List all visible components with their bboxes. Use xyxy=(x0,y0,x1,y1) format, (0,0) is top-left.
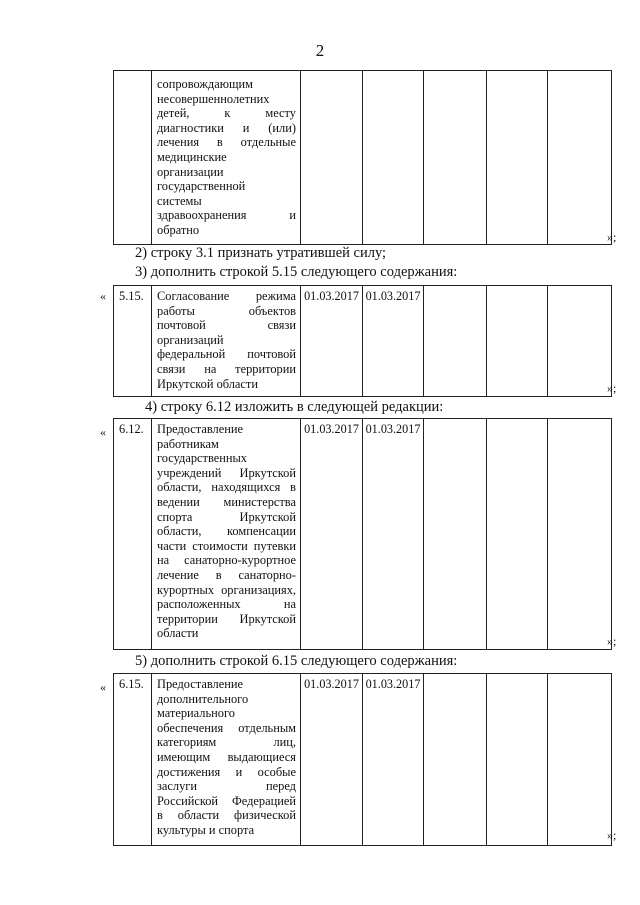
paragraph-2: 2) строку 3.1 признать утратившей силу; xyxy=(135,245,387,261)
description-line: связи на территории xyxy=(157,361,296,376)
closing-quote: »; xyxy=(607,230,617,244)
description-line: работы объектов xyxy=(157,303,296,318)
description-line: федеральной почтовой xyxy=(157,347,296,362)
empty-cell xyxy=(424,674,487,846)
date-cell: 01.03.2017 xyxy=(363,286,424,397)
description-line: Российской Федерацией xyxy=(157,793,296,808)
description-line: культуры и спорта xyxy=(157,822,255,837)
description-line: ведении министерства xyxy=(157,494,296,509)
description-line: имеющим выдающиеся xyxy=(157,749,296,764)
description-line: расположенных на xyxy=(157,597,296,612)
description-line: спорта Иркутской xyxy=(157,509,296,524)
description-line: в области физической xyxy=(157,808,296,823)
paragraph-4: 4) строку 6.12 изложить в следующей редакции: xyxy=(145,399,444,415)
description-line: на санаторно-курортное xyxy=(157,553,296,568)
description-line: области, компенсации xyxy=(157,524,296,539)
description-line: Предоставление xyxy=(157,422,243,436)
description-line: категориям лиц, xyxy=(157,735,296,750)
opening-quote: « xyxy=(100,425,106,439)
empty-cell xyxy=(487,286,548,397)
description-line: территории Иркутской xyxy=(157,611,296,626)
description-line: Иркутской области xyxy=(157,376,258,391)
description-line: учреждений Иркутской xyxy=(157,465,296,480)
description-cell xyxy=(152,71,301,245)
empty-cell xyxy=(424,419,487,650)
opening-quote: « xyxy=(100,680,106,694)
description-line: сопровождающим xyxy=(157,77,254,91)
closing-quote: »; xyxy=(607,828,617,842)
paragraph-3: 3) дополнить строкой 5.15 следующего содержания: xyxy=(135,264,458,280)
empty-cell xyxy=(487,419,548,650)
description-line: работникам xyxy=(157,436,219,451)
empty-cell xyxy=(487,674,548,846)
description-line: заслуги перед xyxy=(157,779,296,794)
row-table-5-15 xyxy=(113,285,612,397)
number-cell xyxy=(114,71,152,245)
description-line: государственной xyxy=(157,179,246,194)
description-cell xyxy=(152,286,301,397)
description-cell xyxy=(152,674,301,846)
description-line: части стоимости путевки xyxy=(157,538,296,553)
description-line: Согласование режима xyxy=(157,289,296,303)
description-line: здравоохранения и xyxy=(157,208,296,223)
date-cell: 01.03.2017 xyxy=(363,674,424,846)
continued-row-table xyxy=(113,70,612,245)
description-line: лечение в санаторно- xyxy=(157,567,296,582)
description-line: организации xyxy=(157,164,224,179)
date-cell: 01.03.2017 xyxy=(301,674,363,846)
paragraph-5: 5) дополнить строкой 6.15 следующего содержания: xyxy=(135,653,458,669)
empty-cell xyxy=(548,71,612,245)
description-line: материального xyxy=(157,706,235,721)
empty-cell xyxy=(548,674,612,846)
empty-cell xyxy=(363,71,424,245)
description-line: медицинские xyxy=(157,149,227,164)
date-cell: 01.03.2017 xyxy=(301,286,363,397)
description-line: организаций xyxy=(157,332,224,347)
closing-quote: »; xyxy=(607,381,617,395)
date-cell: 01.03.2017 xyxy=(363,419,424,650)
description-line: детей, к месту xyxy=(157,106,296,121)
description-line: достижения и особые xyxy=(157,764,296,779)
description-line: государственных xyxy=(157,451,248,466)
page-number: 2 xyxy=(315,41,325,60)
opening-quote: « xyxy=(100,289,106,303)
row-table-6-12 xyxy=(113,418,612,650)
description-line: курортных организациях, xyxy=(157,582,296,597)
description-line: системы xyxy=(157,193,202,208)
empty-cell xyxy=(548,419,612,650)
description-line: обеспечения отдельным xyxy=(157,720,296,735)
empty-cell xyxy=(301,71,363,245)
row-number: 6.15. xyxy=(114,674,152,846)
closing-quote: »; xyxy=(607,634,617,648)
row-table-6-15 xyxy=(113,673,612,846)
description-cell xyxy=(152,419,301,650)
row-number: 5.15. xyxy=(114,286,152,397)
empty-cell xyxy=(548,286,612,397)
date-cell: 01.03.2017 xyxy=(301,419,363,650)
empty-cell xyxy=(424,286,487,397)
description-line: дополнительного xyxy=(157,691,249,706)
description-line: области xyxy=(157,626,199,641)
description-line: несовершеннолетних xyxy=(157,91,270,106)
row-number: 6.12. xyxy=(114,419,152,650)
description-line: лечения в отдельные xyxy=(157,135,296,150)
description-line: области, находящихся в xyxy=(157,480,296,495)
description-line: почтовой связи xyxy=(157,318,296,333)
empty-cell xyxy=(487,71,548,245)
description-line: Предоставление xyxy=(157,677,243,691)
description-line: диагностики и (или) xyxy=(157,120,296,135)
empty-cell xyxy=(424,71,487,245)
description-line: обратно xyxy=(157,222,200,237)
